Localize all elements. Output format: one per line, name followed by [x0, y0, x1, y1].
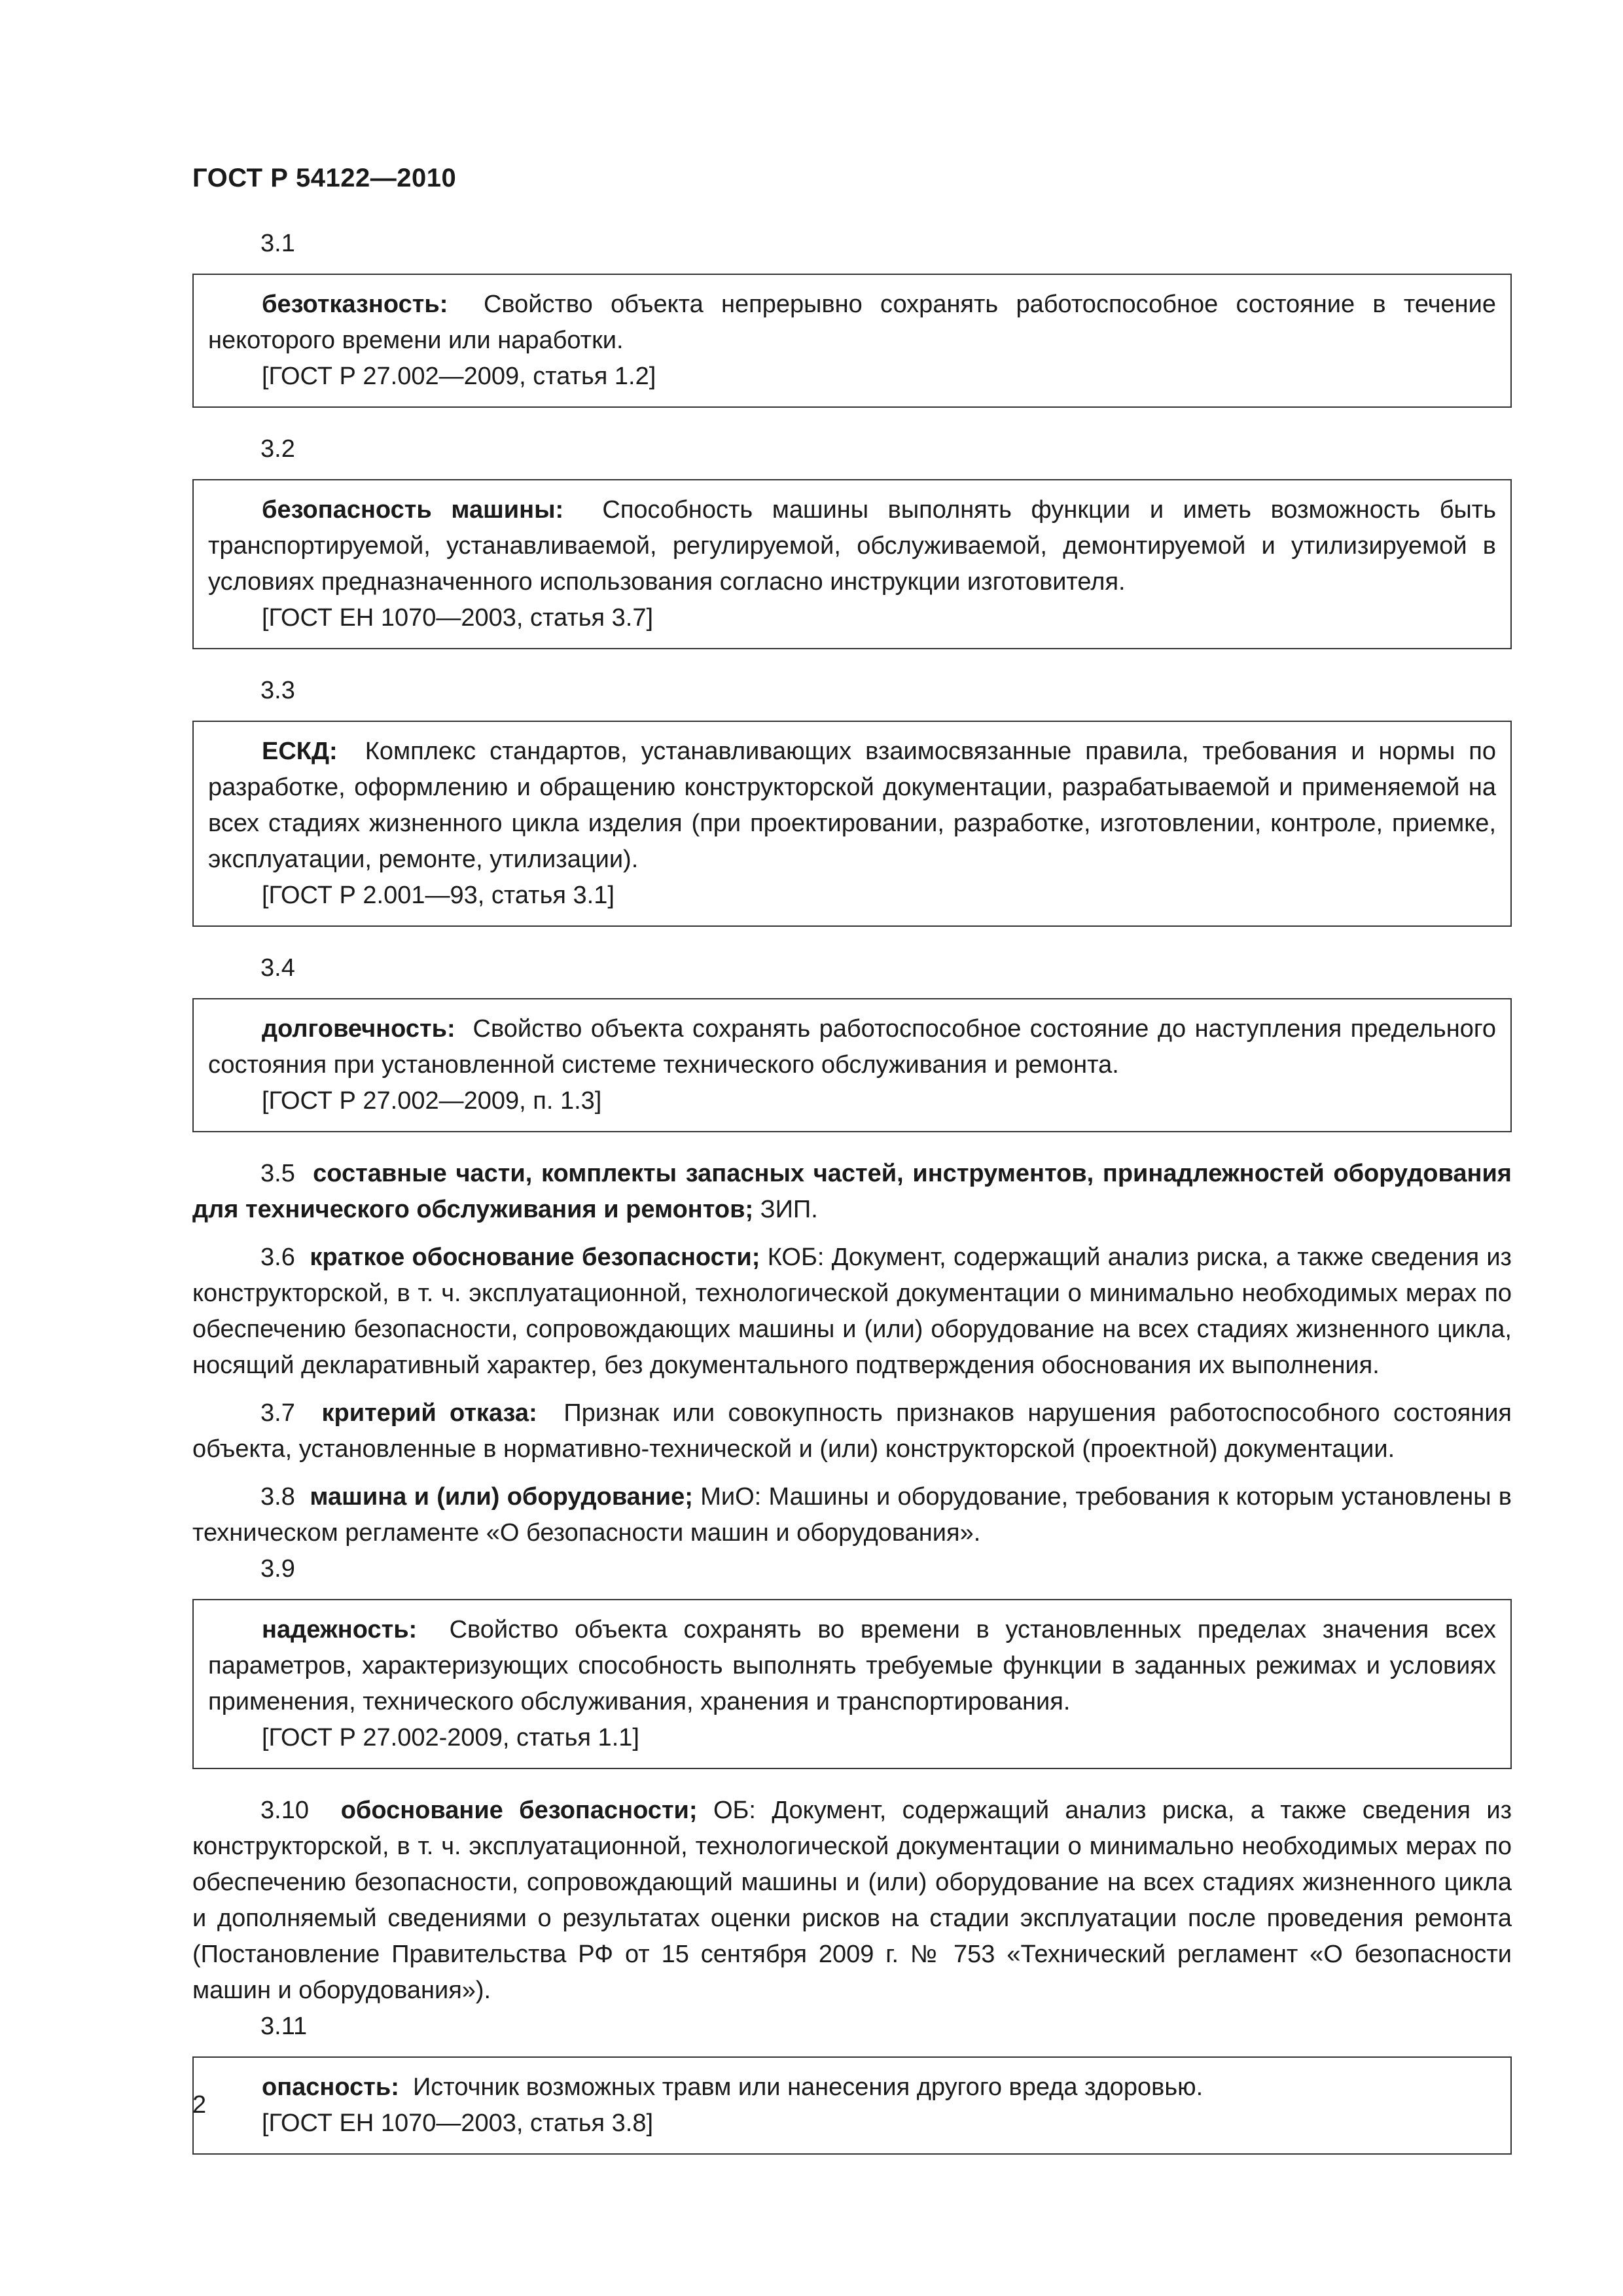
term-definition: Свойство объекта непрерывно сохранять работоспособное состояние в течение некоторого времени или наработки.: [208, 291, 1496, 354]
term-number: 3.8: [260, 1483, 295, 1511]
terms-section: [192, 226, 1512, 2155]
term-definition: Свойство объекта сохранять во времени в установленных пределах значения всех параметров, характеризующих способность выполнять требуемые функции в заданных режимах и условиях применения, технического обслуживания, хранения и транспортирования.: [208, 1616, 1496, 1715]
term-box: [192, 721, 1512, 927]
term-number: 3.9: [260, 1555, 295, 1583]
term-source: [ГОСТ Р 27.002—2009, статья 1.2]: [262, 363, 656, 390]
term-name: ЕСКД:: [262, 738, 338, 765]
term-paragraph: [192, 1479, 1512, 1551]
term-number: 3.10: [260, 1797, 309, 1824]
page-number: 2: [192, 2091, 207, 2119]
term-box: [192, 1599, 1512, 1769]
term-number: 3.1: [260, 230, 295, 257]
term-source: [ГОСТ ЕН 1070—2003, статья 3.7]: [262, 604, 654, 632]
term-definition: Свойство объекта сохранять работоспособное состояние до наступления предельного состояния при установленной системе технического обслуживания и ремонта.: [208, 1015, 1496, 1079]
term-name: безопасность машины:: [262, 496, 564, 524]
term-number: 3.11: [260, 2013, 308, 2040]
term-name: безотказность:: [262, 291, 448, 318]
term-box: [192, 998, 1512, 1132]
term-paragraph: [192, 1156, 1512, 1228]
term-box: [192, 479, 1512, 649]
term-name: опасность:: [262, 2073, 399, 2101]
term-definition: Комплекс стандартов, устанавливающих взаимосвязанные правила, требования и нормы по разработке, оформлению и обращению конструкторской документации, разрабатываемой и применяемой на всех стадиях жизненного цикла изделия (при проектировании, разработке, изготовлении, контроле, приемке, эксплуатации, ремонте, утилизации).: [208, 738, 1496, 873]
term-number: 3.2: [260, 435, 295, 463]
term-name: составные части, комплекты запасных частей, инструментов, принадлежностей оборудования для технического обслуживания и ремонтов;: [192, 1160, 1512, 1223]
term-source: [ГОСТ ЕН 1070—2003, статья 3.8]: [262, 2109, 654, 2137]
document-header: ГОСТ Р 54122—2010: [192, 164, 457, 192]
term-box: [192, 2056, 1512, 2155]
term-name: обоснование безопасности;: [340, 1797, 698, 1824]
term-number: 3.7: [260, 1399, 295, 1427]
term-definition: ОБ: Документ, содержащий анализ риска, а также сведения из конструкторской, в т. ч. эксплуатационной, технологической документации о минимально необходимых мерах по обеспечению безопасности, сопровождающий машины и (или) оборудование на всех стадиях жизненного цикла и дополняемый сведениями о результатах оценки рисков на стадии эксплуатации после проведения ремонта (Постановление Правительства РФ от 15 сентября 2009 г. № 753 «Технический регламент «О безопасности машин и оборудования»).: [192, 1797, 1512, 2004]
term-name: машина и (или) оборудование;: [310, 1483, 693, 1511]
term-source: [ГОСТ Р 27.002-2009, статья 1.1]: [262, 1724, 639, 1751]
term-paragraph: [192, 1240, 1512, 1384]
term-paragraph: [192, 1395, 1512, 1467]
term-number: 3.4: [260, 954, 295, 982]
term-definition: Признак или совокупность признаков нарушения работоспособного состояния объекта, установленные в нормативно-технической и (или) конструкторской (проектной) документации.: [192, 1399, 1512, 1463]
term-name: краткое обоснование безопасности;: [310, 1244, 760, 1271]
term-source: [ГОСТ Р 27.002—2009, п. 1.3]: [262, 1087, 602, 1115]
term-name: надежность:: [262, 1616, 418, 1643]
term-number: 3.3: [260, 677, 295, 704]
term-name: критерий отказа:: [321, 1399, 537, 1427]
term-definition: МиО: Машины и оборудование, требования к которым установлены в техническом регламенте «О безопасности машин и оборудования».: [192, 1483, 1512, 1547]
term-definition: Способность машины выполнять функции и иметь возможность быть транспортируемой, устанавливаемой, регулируемой, обслуживаемой, демонтируемой и утилизируемой в условиях предназначенного использования согласно инструкции изготовителя.: [208, 496, 1496, 596]
term-paragraph: [192, 1793, 1512, 2009]
term-name: долговечность:: [262, 1015, 455, 1043]
term-number: 3.6: [260, 1244, 295, 1271]
term-definition: Источник возможных травм или нанесения другого вреда здоровью.: [412, 2073, 1204, 2101]
term-box: [192, 274, 1512, 408]
term-source: [ГОСТ Р 2.001—93, статья 3.1]: [262, 882, 615, 909]
term-definition: КОБ: Документ, содержащий анализ риска, а также сведения из конструкторской, в т. ч. эксплуатационной, технологической документации о минимально необходимых мерах по обеспечению безопасности, сопровождающих машины и (или) оборудование на всех стадиях жизненного цикла, носящий декларативный характер, без документального подтверждения обоснования их выполнения.: [192, 1244, 1512, 1379]
term-number: 3.5: [260, 1160, 295, 1187]
term-definition: ЗИП.: [760, 1196, 818, 1223]
